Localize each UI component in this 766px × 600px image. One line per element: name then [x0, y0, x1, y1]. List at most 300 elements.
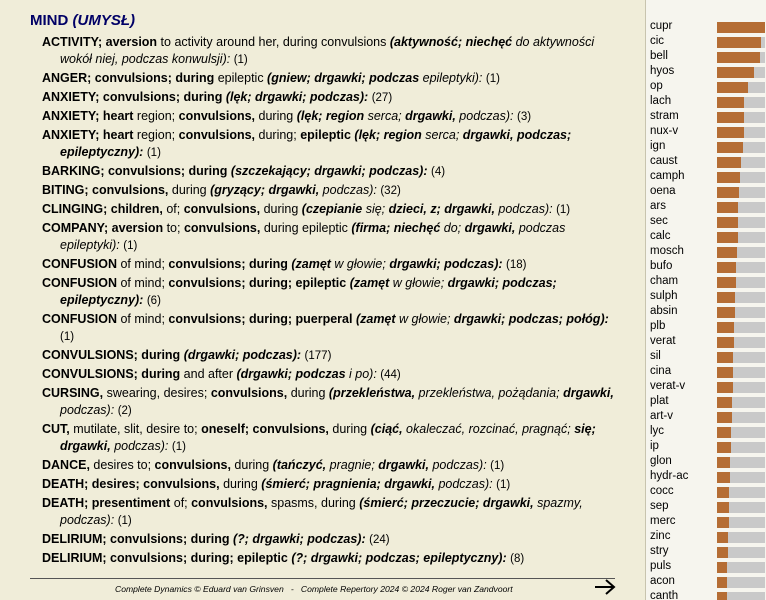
rubric-remedy-count: (1)	[556, 204, 571, 217]
remedy-row[interactable]	[650, 394, 766, 409]
rubric-remedy-count: (2)	[117, 405, 132, 418]
remedy-score-fill	[717, 187, 739, 198]
remedy-row[interactable]	[650, 469, 766, 484]
rubric-text: (drgawki; podczas	[236, 367, 346, 382]
remedy-score-bar	[717, 412, 765, 423]
rubric-text: (zamęt	[349, 276, 390, 291]
remedy-score-bar	[717, 187, 765, 198]
remedy-score-bar	[717, 367, 765, 378]
remedy-row[interactable]	[650, 169, 766, 184]
rubric-text: during	[328, 422, 371, 437]
rubric-text: podczas epileptyki):	[60, 221, 566, 253]
next-page-arrow-icon[interactable]	[594, 577, 616, 597]
remedy-score-fill	[717, 247, 737, 258]
rubric-text: (zamęt	[291, 257, 331, 272]
rubric-row[interactable]	[42, 108, 624, 126]
rubric-text: drgawki,	[378, 458, 429, 473]
rubric-text: to activity around her, during convulsions	[157, 35, 390, 49]
remedy-row[interactable]	[650, 139, 766, 154]
remedy-name: caust	[650, 155, 678, 167]
rubric-text: drgawki; podczas; epileptyczny):	[60, 276, 557, 308]
rubric-text: BITING; convulsions,	[42, 183, 169, 198]
rubric-row[interactable]	[42, 421, 624, 456]
remedy-name: stry	[650, 545, 669, 557]
remedy-score-bar	[717, 277, 765, 288]
remedy-row[interactable]	[650, 244, 766, 259]
rubric-text: ANGER; convulsions; during	[42, 70, 215, 85]
remedy-score-fill	[717, 172, 740, 183]
remedy-row[interactable]	[650, 184, 766, 199]
remedy-score-bar	[717, 502, 765, 513]
rubric-text: i po):	[345, 367, 377, 382]
remedy-name: sil	[650, 350, 661, 362]
remedy-score-bar	[717, 337, 765, 348]
remedy-row[interactable]	[650, 589, 766, 600]
rubric-text: during	[230, 458, 273, 473]
rubric-text: convulsions; during; epileptic	[168, 276, 347, 291]
rubric-remedy-count: (8)	[510, 553, 525, 566]
remedy-name: ip	[650, 440, 659, 452]
remedy-score-bar	[717, 172, 765, 183]
remedy-score-fill	[717, 322, 734, 333]
rubric-text: przekleństwa, pożądania;	[415, 386, 564, 401]
rubric-text: (lęk; drgawki; podczas):	[225, 89, 369, 104]
rubric-text: during	[260, 202, 302, 217]
remedy-score-bar	[717, 532, 765, 543]
remedy-name: verat	[650, 335, 676, 347]
rubric-text: pragnie;	[326, 458, 379, 473]
rubric-text: spasms, during	[267, 496, 360, 511]
rubric-remedy-count: (18)	[506, 259, 527, 272]
remedy-row[interactable]	[650, 559, 766, 574]
rubric-text: (?; drgawki; podczas; epileptyczny):	[291, 551, 507, 566]
remedy-name: sep	[650, 500, 669, 512]
rubric-text: convulsions,	[178, 128, 256, 143]
rubric-text: (?; drgawki; podczas):	[232, 532, 366, 547]
remedy-name: sulph	[650, 290, 678, 302]
remedy-score-fill	[717, 502, 729, 513]
rubric-row[interactable]	[42, 127, 624, 162]
remedy-score-fill	[717, 367, 733, 378]
rubric-text: COMPANY; aversion	[42, 221, 164, 236]
rubric-text: during	[287, 386, 329, 401]
remedy-score-fill	[717, 67, 754, 78]
rubric-text: (śmierć; pragnienia; drgawki,	[261, 477, 435, 492]
remedy-score-bar	[717, 112, 765, 123]
remedy-name: bufo	[650, 260, 673, 272]
remedy-row[interactable]	[650, 19, 766, 34]
remedy-name: hyos	[650, 65, 675, 77]
rubric-text: w głowie;	[395, 312, 454, 327]
rubric-row[interactable]	[42, 531, 624, 549]
rubric-text: do aktywności wokół niej, podczas konwulsji):	[60, 35, 595, 66]
rubric-text: convulsions,	[191, 496, 268, 511]
rubric-text: się; drgawki,	[60, 422, 596, 453]
chapter-title[interactable]	[30, 12, 135, 29]
remedy-score-fill	[717, 22, 765, 33]
rubric-text: drgawki; podczas):	[389, 257, 503, 272]
rubric-remedy-count: (1)	[117, 515, 132, 528]
rubric-row[interactable]	[42, 182, 624, 200]
rubric-text: (czepianie	[301, 202, 363, 217]
remedy-row[interactable]	[650, 79, 766, 94]
rubric-text: drgawki,	[464, 221, 516, 236]
remedy-row[interactable]	[650, 529, 766, 544]
rubric-row[interactable]	[42, 201, 624, 219]
remedy-name: op	[650, 80, 663, 92]
remedy-score-bar	[717, 217, 765, 228]
remedy-name: merc	[650, 515, 676, 527]
rubric-row[interactable]	[42, 163, 624, 181]
rubric-text: podczas):	[455, 109, 514, 124]
rubric-text: desires to;	[89, 458, 155, 473]
remedy-name: cham	[650, 275, 679, 287]
rubric-text: ANXIETY; heart	[42, 109, 134, 124]
rubric-text: epileptyki):	[419, 70, 483, 85]
remedy-score-bar	[717, 82, 765, 93]
remedy-row[interactable]	[650, 49, 766, 64]
remedy-name: canth	[650, 590, 679, 600]
rubric-row[interactable]	[42, 311, 624, 346]
remedy-score-fill	[717, 532, 728, 543]
remedy-name: oena	[650, 185, 676, 197]
remedy-score-bar	[717, 262, 765, 273]
remedy-name: zinc	[650, 530, 671, 542]
remedy-score-fill	[717, 352, 733, 363]
remedy-name: absin	[650, 305, 678, 317]
remedy-row[interactable]	[650, 229, 766, 244]
remedy-score-fill	[717, 277, 736, 288]
remedy-name: bell	[650, 50, 668, 62]
rubric-list	[42, 34, 624, 569]
remedy-score-bar	[717, 127, 765, 138]
remedy-score-bar	[717, 322, 765, 333]
rubric-text: ANXIETY; convulsions; during	[42, 89, 223, 104]
remedy-score-fill	[717, 307, 735, 318]
remedy-score-bar	[717, 517, 765, 528]
rubric-text: during	[168, 183, 211, 198]
rubric-row[interactable]	[42, 34, 624, 69]
rubric-remedy-count: (1)	[233, 53, 248, 66]
remedy-name: nux-v	[650, 125, 679, 137]
remedy-score-bar	[717, 142, 765, 153]
remedy-row[interactable]	[650, 484, 766, 499]
rubric-text: serca;	[421, 128, 463, 143]
remedy-name: cocc	[650, 485, 674, 497]
remedy-score-bar	[717, 427, 765, 438]
remedy-row[interactable]	[650, 109, 766, 124]
rubric-text: podczas):	[319, 183, 377, 198]
rubric-text: during epileptic	[260, 221, 352, 236]
remedy-score-fill	[717, 292, 735, 303]
rubric-text: (gryzący; drgawki,	[210, 183, 320, 198]
rubric-text: drgawki,	[405, 109, 456, 124]
remedy-name: art-v	[650, 410, 673, 422]
rubric-remedy-count: (44)	[380, 369, 401, 382]
rubric-remedy-count: (1)	[485, 72, 500, 85]
rubric-text: of mind;	[117, 276, 169, 291]
rubric-row[interactable]	[42, 476, 624, 494]
rubric-text: w głowie;	[330, 257, 390, 272]
remedy-score-bar	[717, 247, 765, 258]
remedy-score-fill	[717, 82, 748, 93]
rubric-text: oneself; convulsions,	[201, 422, 329, 437]
remedy-row[interactable]	[650, 499, 766, 514]
remedy-row[interactable]	[650, 379, 766, 394]
remedy-score-bar	[717, 307, 765, 318]
rubric-row[interactable]	[42, 385, 624, 420]
remedy-row[interactable]	[650, 274, 766, 289]
remedy-name: ars	[650, 200, 666, 212]
rubric-text: of mind;	[117, 312, 169, 327]
rubric-row[interactable]	[42, 89, 624, 107]
remedy-name: plb	[650, 320, 666, 332]
rubric-text: CURSING,	[42, 386, 104, 401]
rubric-remedy-count: (6)	[146, 295, 161, 308]
rubric-text: convulsions,	[183, 202, 261, 217]
rubric-text: mutilate, slit, desire to;	[69, 422, 202, 437]
rubric-text: epileptic	[214, 70, 268, 85]
remedy-row[interactable]	[650, 574, 766, 589]
remedy-name: verat-v	[650, 380, 686, 392]
remedy-name: calc	[650, 230, 671, 242]
remedy-score-fill	[717, 142, 743, 153]
rubric-remedy-count: (1)	[146, 146, 161, 159]
remedy-score-fill	[717, 517, 729, 528]
rubric-text: podczas):	[434, 477, 493, 492]
remedy-score-fill	[717, 457, 730, 468]
rubric-text: DEATH; presentiment	[42, 496, 171, 511]
remedy-row[interactable]	[650, 364, 766, 379]
remedy-score-fill	[717, 487, 729, 498]
remedy-score-fill	[717, 577, 727, 588]
remedy-row[interactable]	[650, 544, 766, 559]
remedy-score-bar	[717, 232, 765, 243]
rubric-text: convulsions,	[183, 221, 261, 236]
remedy-score-fill	[717, 52, 760, 63]
rubric-remedy-count: (3)	[516, 111, 532, 124]
rubric-text: (tańczyć,	[272, 458, 327, 473]
rubric-text: podczas):	[429, 458, 487, 473]
rubric-text: CONFUSION	[42, 257, 117, 272]
rubric-remedy-count: (24)	[369, 534, 390, 547]
rubric-row[interactable]	[42, 275, 624, 310]
remedy-row[interactable]	[650, 424, 766, 439]
rubric-text: of;	[162, 202, 184, 217]
remedy-name: cupr	[650, 20, 673, 32]
rubric-text: (zamęt	[355, 312, 396, 327]
remedy-score-fill	[717, 37, 761, 48]
remedy-row[interactable]	[650, 439, 766, 454]
remedy-name: plat	[650, 395, 669, 407]
remedy-score-fill	[717, 262, 736, 273]
remedy-row[interactable]	[650, 259, 766, 274]
remedy-score-bar	[717, 37, 765, 48]
rubric-row[interactable]	[42, 550, 624, 568]
rubric-text: during	[255, 109, 297, 124]
rubric-text: of mind;	[117, 257, 169, 272]
remedy-score-fill	[717, 427, 731, 438]
remedy-score-bar	[717, 157, 765, 168]
rubric-text: CONFUSION	[42, 312, 117, 327]
remedy-score-bar	[717, 52, 765, 63]
rubric-remedy-count: (1)	[496, 479, 511, 492]
remedy-results-panel	[645, 0, 766, 600]
rubric-remedy-count: (1)	[123, 240, 138, 253]
rubric-text: of;	[170, 496, 192, 511]
rubric-remedy-count: (32)	[380, 185, 401, 198]
rubric-text: dzieci, z; drgawki,	[388, 202, 495, 217]
remedy-score-bar	[717, 442, 765, 453]
rubric-text: and after	[180, 367, 237, 382]
remedy-score-fill	[717, 127, 744, 138]
remedy-row[interactable]	[650, 319, 766, 334]
remedy-row[interactable]	[650, 34, 766, 49]
remedy-row[interactable]	[650, 154, 766, 169]
remedy-name: cina	[650, 365, 672, 377]
remedy-name: stram	[650, 110, 679, 122]
remedy-row[interactable]	[650, 289, 766, 304]
remedy-score-bar	[717, 382, 765, 393]
rubric-text: DANCE,	[42, 458, 90, 473]
rubric-text: during	[219, 477, 262, 492]
remedy-score-fill	[717, 412, 732, 423]
rubric-text: convulsions; during	[168, 257, 288, 272]
remedy-score-bar	[717, 472, 765, 483]
rubric-text: drgawki; podczas; połóg):	[453, 312, 609, 327]
rubric-text: CONFUSION	[42, 276, 117, 291]
remedy-name: ign	[650, 140, 666, 152]
rubric-text: drgawki, podczas; epileptyczny):	[60, 128, 572, 159]
rubric-text: do;	[440, 221, 465, 236]
remedy-score-fill	[717, 472, 730, 483]
remedy-score-fill	[717, 382, 733, 393]
remedy-score-fill	[717, 562, 727, 573]
remedy-row[interactable]	[650, 214, 766, 229]
rubric-text: DEATH; desires; convulsions,	[42, 477, 220, 492]
rubric-text: (szczekający; drgawki; podczas):	[230, 164, 428, 179]
remedy-row[interactable]	[650, 304, 766, 319]
footer-divider	[30, 578, 615, 579]
rubric-text: (śmierć; przeczucie; drgawki,	[359, 496, 534, 511]
rubric-row[interactable]	[42, 495, 624, 530]
remedy-score-bar	[717, 292, 765, 303]
remedy-score-bar	[717, 352, 765, 363]
rubric-row[interactable]	[42, 220, 624, 255]
rubric-row[interactable]	[42, 70, 624, 88]
remedy-score-bar	[717, 67, 765, 78]
remedy-score-bar	[717, 97, 765, 108]
remedy-name: puls	[650, 560, 672, 572]
rubric-row[interactable]	[42, 457, 624, 475]
remedy-score-bar	[717, 562, 765, 573]
rubric-text: (firma; niechęć	[351, 221, 441, 236]
chapter-name[interactable]: MIND	[30, 12, 69, 29]
remedy-score-fill	[717, 112, 744, 123]
remedy-name: acon	[650, 575, 675, 587]
rubric-text: DELIRIUM; convulsions; during; epileptic	[42, 551, 288, 566]
remedy-row[interactable]	[650, 514, 766, 529]
remedy-name: hydr-ac	[650, 470, 689, 482]
remedy-row[interactable]	[650, 64, 766, 79]
remedy-score-fill	[717, 97, 744, 108]
remedy-row[interactable]	[650, 349, 766, 364]
rubric-text: CLINGING; children,	[42, 202, 163, 217]
remedy-score-fill	[717, 202, 738, 213]
remedy-name: sec	[650, 215, 668, 227]
rubric-text: (aktywność; niechęć	[389, 35, 513, 49]
remedy-score-fill	[717, 397, 732, 408]
remedy-score-fill	[717, 337, 734, 348]
remedy-score-fill	[717, 547, 728, 558]
rubric-text: spazmy, podczas):	[60, 496, 583, 528]
rubric-remedy-count: (177)	[304, 350, 332, 363]
rubric-text: during;	[255, 128, 301, 143]
remedy-score-bar	[717, 457, 765, 468]
rubric-text: podczas):	[110, 438, 169, 453]
remedy-score-bar	[717, 592, 765, 600]
rubric-text: ANXIETY; heart	[42, 128, 134, 143]
rubric-row[interactable]	[42, 256, 624, 274]
remedy-score-fill	[717, 217, 738, 228]
remedy-score-bar	[717, 22, 765, 33]
remedy-score-fill	[717, 592, 727, 600]
rubric-text: to;	[163, 221, 184, 236]
rubric-text: (ciąć,	[370, 422, 403, 437]
remedy-row[interactable]	[650, 454, 766, 469]
rubric-text: region;	[133, 128, 179, 143]
rubric-row[interactable]	[42, 366, 624, 384]
remedy-row[interactable]	[650, 199, 766, 214]
rubric-text: swearing, desires;	[103, 386, 211, 401]
chapter-translation: (UMYSŁ)	[72, 12, 135, 29]
rubric-text: serca;	[364, 109, 406, 124]
rubric-remedy-count: (1)	[171, 440, 186, 453]
remedy-name: cic	[650, 35, 665, 47]
rubric-remedy-count: (27)	[371, 91, 393, 104]
remedy-name: lach	[650, 95, 672, 107]
remedy-score-bar	[717, 547, 765, 558]
remedy-name: lyc	[650, 425, 665, 437]
remedy-score-fill	[717, 442, 731, 453]
rubric-text: DELIRIUM; convulsions; during	[42, 532, 230, 547]
rubric-text: convulsions,	[178, 109, 256, 124]
remedy-row[interactable]	[650, 334, 766, 349]
remedy-score-bar	[717, 487, 765, 498]
rubric-text: CONVULSIONS; during	[42, 367, 181, 382]
rubric-text: CONVULSIONS; during	[42, 348, 181, 363]
rubric-remedy-count: (1)	[490, 460, 505, 473]
rubric-text: epileptic	[300, 128, 351, 143]
rubric-remedy-count: (1)	[60, 331, 75, 344]
rubric-text: CUT,	[42, 422, 70, 437]
rubric-text: w głowie;	[389, 276, 448, 291]
remedy-row[interactable]	[650, 94, 766, 109]
rubric-row[interactable]	[42, 347, 624, 365]
remedy-score-bar	[717, 577, 765, 588]
remedy-row[interactable]	[650, 409, 766, 424]
rubric-text: region;	[133, 109, 179, 124]
rubric-text: podczas):	[494, 202, 553, 217]
remedy-score-fill	[717, 157, 741, 168]
remedy-score-fill	[717, 232, 738, 243]
rubric-text: ACTIVITY; aversion	[42, 35, 158, 49]
remedy-row[interactable]	[650, 124, 766, 139]
rubric-text: (lęk; region	[296, 109, 365, 124]
rubric-text: (drgawki; podczas):	[183, 348, 302, 363]
rubric-text: okaleczać, rozcinać, pragnąć;	[402, 422, 575, 437]
rubric-remedy-count: (4)	[431, 166, 446, 179]
